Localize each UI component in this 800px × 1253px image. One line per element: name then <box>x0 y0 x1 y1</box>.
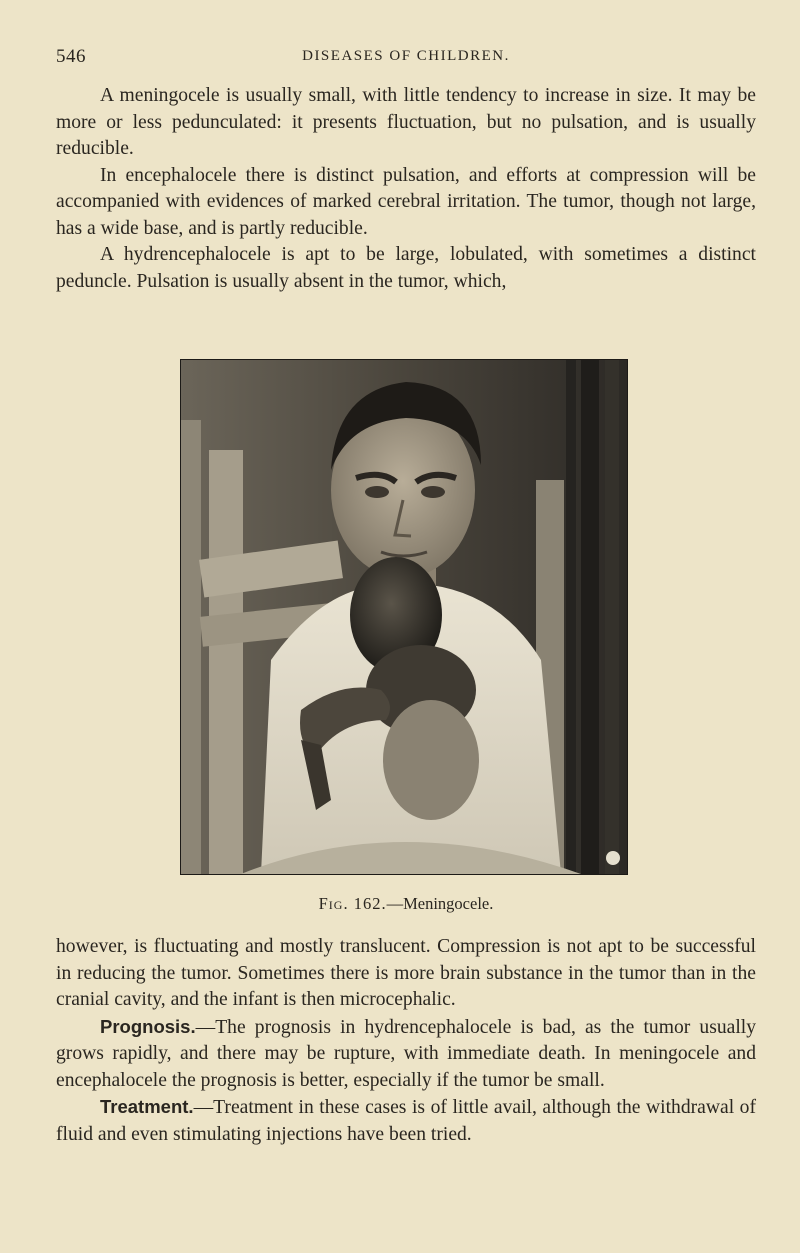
page-number: 546 <box>56 46 86 67</box>
running-head: DISEASES OF CHILDREN. <box>302 48 510 64</box>
text-block-bottom <box>56 934 756 1148</box>
figure-caption <box>56 894 756 914</box>
figure-photograph <box>180 359 628 875</box>
prognosis-text: —The prognosis in hydrencephalocele is bad, as the tumor usually grows rapidly, and there may be rupture, with immediate death. In meningocele and encephalocele the prognosis is better, especially if the tumor be small. <box>56 1016 756 1091</box>
treatment-text: —Treatment in these cases is of little avail, although the withdrawal of fluid and even stimulating injections have been tried. <box>56 1097 756 1145</box>
figure-label: Fig. 162. <box>318 894 387 913</box>
paragraph-treatment <box>56 1094 756 1148</box>
text-block-top <box>56 83 756 295</box>
paragraph-prognosis <box>56 1014 756 1095</box>
figure-caption-text: —Meningocele. <box>386 894 494 913</box>
infant-body <box>383 700 479 820</box>
treatment-heading: Treatment. <box>100 1096 194 1117</box>
photograph-meningocele <box>181 360 627 874</box>
prognosis-heading: Prognosis. <box>100 1015 196 1037</box>
paragraph-continuation: however, is fluctuating and mostly translucent. Compression is not apt to be successful in reducing the tumor. Sometimes there is more brain substance in the tumor than in the cranial cavity, and the infant is then microcephalic. <box>56 936 756 1010</box>
page-header <box>56 46 756 74</box>
paragraph-hydrencephalocele: A hydrencephalocele is apt to be large, lobulated, with sometimes a distinct peduncle. Pulsation is usually absent in the tumor, which, <box>56 244 756 292</box>
chair-post-left <box>209 450 243 874</box>
paragraph-meningocele: A meningocele is usually small, with little tendency to increase in size. It may be more or less pedunculated: it presents fluctuation, but no pulsation, and is usually reducible. <box>56 85 756 159</box>
paragraph-encephalocele: In encephalocele there is distinct pulsation, and efforts at compression will be accompanied with evidences of marked cerebral irritation. The tumor, though not large, has a wide base, and is partly reducible. <box>56 164 756 239</box>
plate-mark-icon <box>606 851 620 865</box>
